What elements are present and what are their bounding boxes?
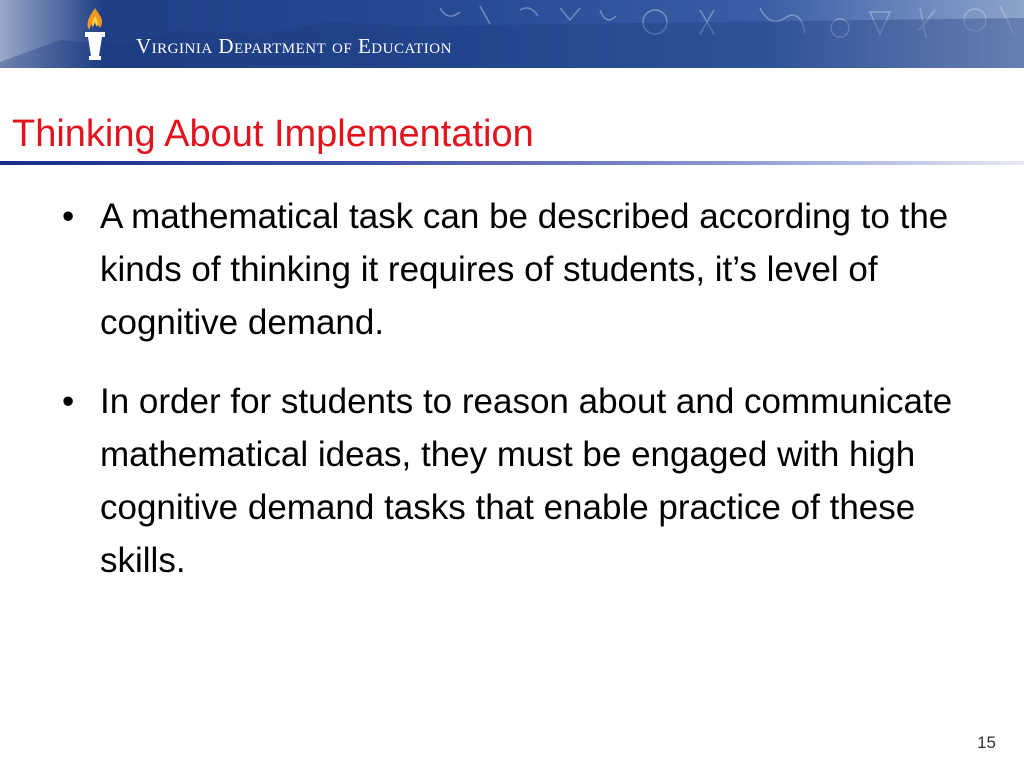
slide-title: Thinking About Implementation <box>12 113 534 155</box>
bullet-item <box>62 190 962 349</box>
bullet-text: A mathematical task can be described according to the kinds of thinking it requires of students, it’s level of cognitive demand. <box>100 197 949 342</box>
torch-icon <box>78 6 112 64</box>
banner-title: Virginia Department of Education <box>136 34 452 58</box>
bullet-icon: • <box>62 382 75 421</box>
title-divider <box>0 161 1024 165</box>
bullet-item <box>62 375 962 587</box>
bullet-list <box>62 190 962 613</box>
bullet-text: In order for students to reason about and communicate mathematical ideas, they must be engaged with high cognitive demand tasks that enable practice of these skills. <box>100 382 953 580</box>
slide-number: 15 <box>977 733 996 752</box>
header-banner <box>0 0 1024 68</box>
bullet-icon: • <box>62 197 75 236</box>
